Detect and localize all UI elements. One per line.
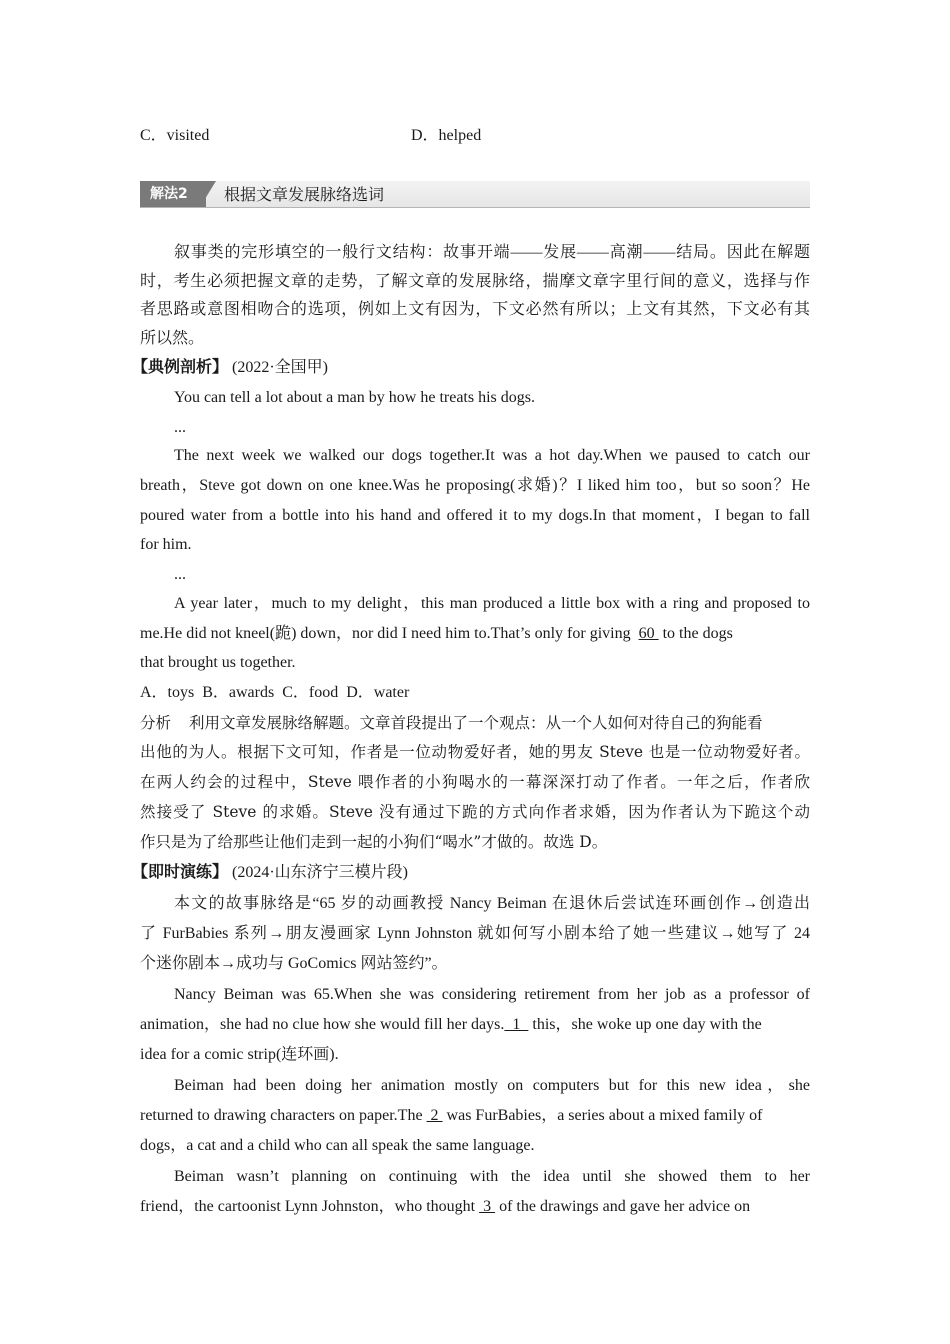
example-header	[132, 358, 810, 378]
practice-summary-3: 个迷你剧本→成功与 GoComics 网站签约”。	[140, 955, 448, 972]
analysis-text-1: 利用文章发展脉络解题。文章首段提出了一个观点：从一个人如何对待自己的狗能看	[189, 714, 763, 732]
analysis-label: 分析	[140, 714, 172, 732]
para2-text-b: was FurBabies，a series about a mixed family of	[442, 1107, 763, 1124]
example-p1: You can tell a lot about a man by how he treats his dogs.	[174, 389, 535, 406]
section-heading	[140, 181, 810, 208]
blank-2: 2	[426, 1107, 443, 1124]
para3-line-1: Beiman wasn’t planning on continuing with the idea until she showed them to her	[174, 1168, 810, 1185]
analysis-line-4: 然接受了 Steve 的求婚。Steve 没有通过下跪的方式向作者求婚，因为作者认为下跪这个动	[140, 803, 810, 821]
option-c: C．visited	[140, 127, 210, 144]
practice-summary-1: 本文的故事脉络是“65 岁的动画教授 Nancy Beiman 在退休后尝试连环画创作→创造出	[174, 895, 810, 912]
badge-tail-shape	[200, 181, 216, 207]
practice-summary-2: 了 FurBabies 系列→朋友漫画家 Lynn Johnston 就如何写小剧本给了她一些建议→她写了 24	[140, 925, 810, 942]
para1-text-b: this，she woke up one day with the	[528, 1016, 762, 1033]
blank-60: 60	[638, 625, 659, 642]
intro-line-2: 时，考生必须把握文章的走势，了解文章的发展脉络，揣摩文章字里行间的意义，选择与作	[140, 273, 810, 290]
example-ellipsis-2: ...	[174, 566, 186, 583]
option-d: D．helped	[411, 127, 482, 144]
example-p2-line-1: The next week we walked our dogs together.It was a hot day.When we paused to catch our	[174, 447, 810, 464]
para3-line-2	[140, 1197, 810, 1217]
example-p3-text-b: to the dogs	[662, 625, 733, 642]
example-p3-line-2	[140, 624, 810, 644]
example-options: A．toys B．awards C．food D．water	[140, 684, 410, 701]
para1-line-1: Nancy Beiman was 65.When she was considering retirement from her job as a professor of	[174, 986, 810, 1003]
example-p2-line-2: breath，Steve got down on one knee.Was he proposing(求婚)？I liked him too，but so soon？He	[140, 477, 810, 494]
para3-text-b: of the drawings and gave her advice on	[495, 1198, 751, 1215]
intro-line-4: 所以然。	[140, 330, 205, 347]
intro-line-3: 者思路或意图相吻合的选项，例如上文有因为，下文必然有所以；上文有其然，下文必有其	[140, 301, 810, 318]
example-ellipsis-1: ...	[174, 419, 186, 436]
example-p2-line-4: for him.	[140, 536, 192, 553]
analysis-line-1	[140, 713, 810, 733]
practice-header	[132, 863, 810, 883]
example-p3-text-a: me.He did not kneel(跪) down，nor did I need him to.That’s only for giving	[140, 625, 635, 642]
practice-source: (2024·山东济宁三模片段)	[232, 864, 409, 881]
practice-label: 【即时演练】	[132, 864, 229, 881]
blank-3: 3	[479, 1198, 496, 1215]
analysis-line-2: 出他的为人。根据下文可知，作者是一位动物爱好者，她的男友 Steve 也是一位动物爱好者。	[140, 743, 810, 761]
section-title: 根据文章发展脉络选词	[224, 185, 385, 204]
para2-line-3: dogs，a cat and a child who can all speak the same language.	[140, 1137, 535, 1154]
blank-1: 1	[504, 1016, 529, 1033]
section-badge: 解法2	[140, 181, 206, 207]
example-p2-line-3: poured water from a bottle into his hand and offered it to my dogs.In that moment，I began to fall	[140, 507, 811, 524]
example-p3-line-3: that brought us together.	[140, 654, 296, 671]
example-label: 【典例剖析】	[132, 359, 229, 376]
para1-text-a: animation，she had no clue how she would fill her days.	[140, 1016, 505, 1033]
para1-line-2	[140, 1015, 810, 1035]
analysis-line-5: 作只是为了给那些让他们走到一起的小狗们“喝水”才做的。故选 D。	[140, 833, 608, 851]
para2-text-a: returned to drawing characters on paper.The	[140, 1107, 427, 1124]
para1-line-3: idea for a comic strip(连环画).	[140, 1046, 339, 1063]
example-p3-line-1: A year later，much to my delight，this man produced a little box with a ring and proposed to	[174, 595, 810, 612]
para2-line-1: Beiman had been doing her animation mostly on computers but for this new idea，she	[174, 1077, 810, 1094]
analysis-line-3: 在两人约会的过程中，Steve 喂作者的小狗喝水的一幕深深打动了作者。一年之后，作者欣	[140, 773, 810, 791]
example-source: (2022·全国甲)	[232, 359, 329, 376]
para2-line-2	[140, 1106, 810, 1126]
para3-text-a: friend，the cartoonist Lynn Johnston，who thought	[140, 1198, 480, 1215]
intro-line-1: 叙事类的完形填空的一般行文结构：故事开端——发展——高潮——结局。因此在解题	[174, 244, 810, 261]
